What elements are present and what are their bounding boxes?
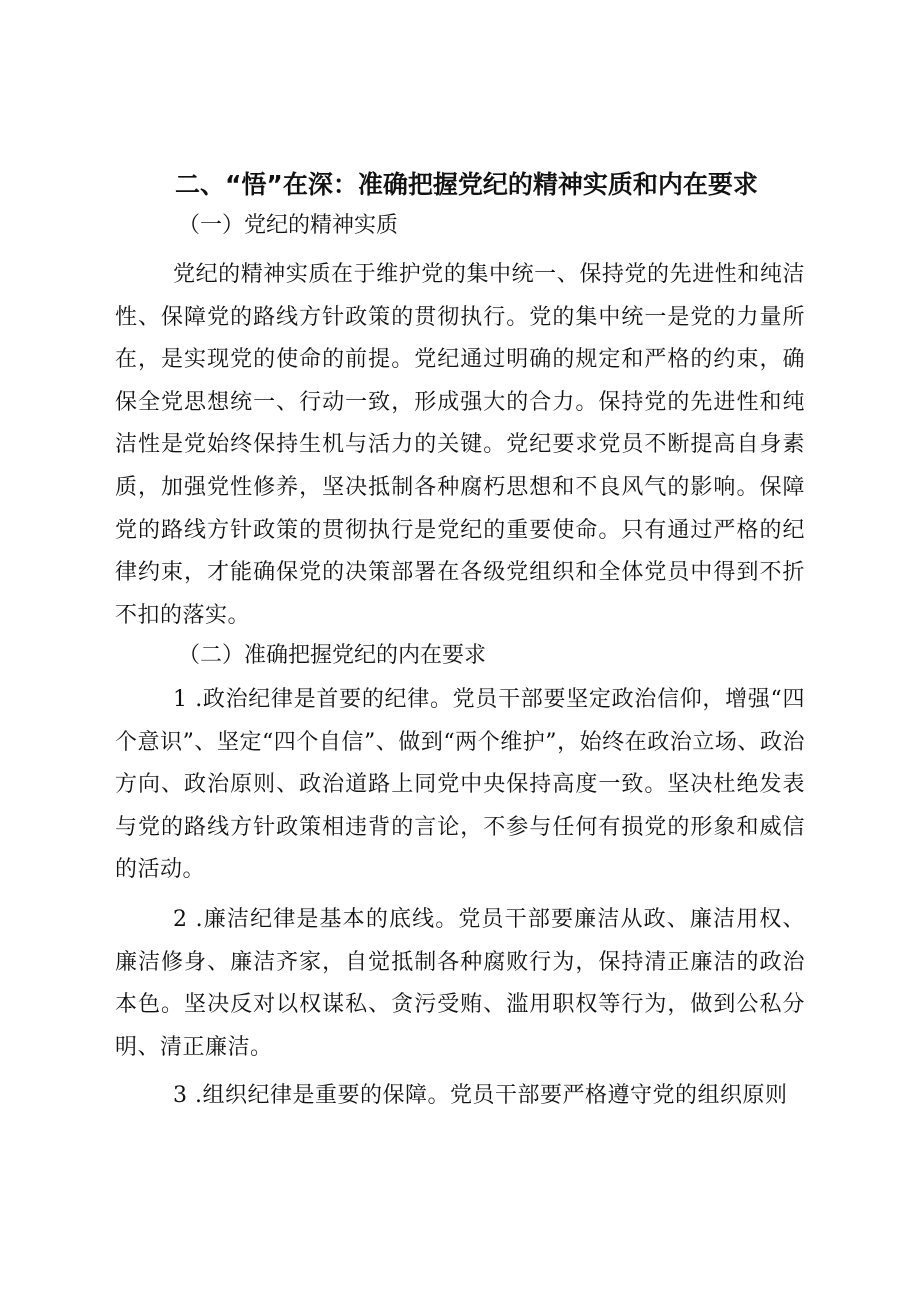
subsection-heading-2: （二）准确把握党纪的内在要求	[178, 643, 487, 668]
subsection-heading-1: （一）党纪的精神实质	[178, 213, 399, 238]
paragraph-spirit-essence: 党纪的精神实质在于维护党的集中统一、保持党的先进性和纯洁性、保障党的路线方针政策的贯彻执行。党的集中统一是党的力量所在，是实现党的使命的前提。党纪通过明确的规定和严格的约束，确保全党思想统一、行动一致，形成强大的合力。保持党的先进性和纯洁性是党始终保持生机与活力的关键。党纪要求党员不断提高自身素质，加强党性修养，坚决抵制各种腐朽思想和不良风气的影响。保障党的路线方针政策的贯彻执行是党纪的重要使命。只有通过严格的纪律约束，才能确保党的决策部署在各级党组织和全体党员中得到不折不扣的落实。	[115, 262, 805, 628]
list-item-integrity-discipline: 2 .廉洁纪律是基本的底线。党员干部要廉洁从政、廉洁用权、廉洁修身、廉洁齐家，自觉抵制各种腐败行为，保持清正廉洁的政治本色。坚决反对以权谋私、贪污受贿、滥用职权等行为，做到公私分明、清正廉洁。	[115, 907, 805, 1060]
section-title: 二、“悟”在深：准确把握党纪的精神实质和内在要求	[175, 170, 758, 199]
list-item-political-discipline: 1 .政治纪律是首要的纪律。党员干部要坚定政治信仰，增强“四个意识”、坚定“四个自信”、做到“两个维护”，始终在政治立场、政治方向、政治原则、政治道路上同党中央保持高度一致。坚决杜绝发表与党的路线方针政策相违背的言论，不参与任何有损党的形象和威信的活动。	[115, 687, 805, 883]
list-item-organizational-discipline: 3 .组织纪律是重要的保障。党员干部要严格遵守党的组织原则	[173, 1083, 788, 1108]
